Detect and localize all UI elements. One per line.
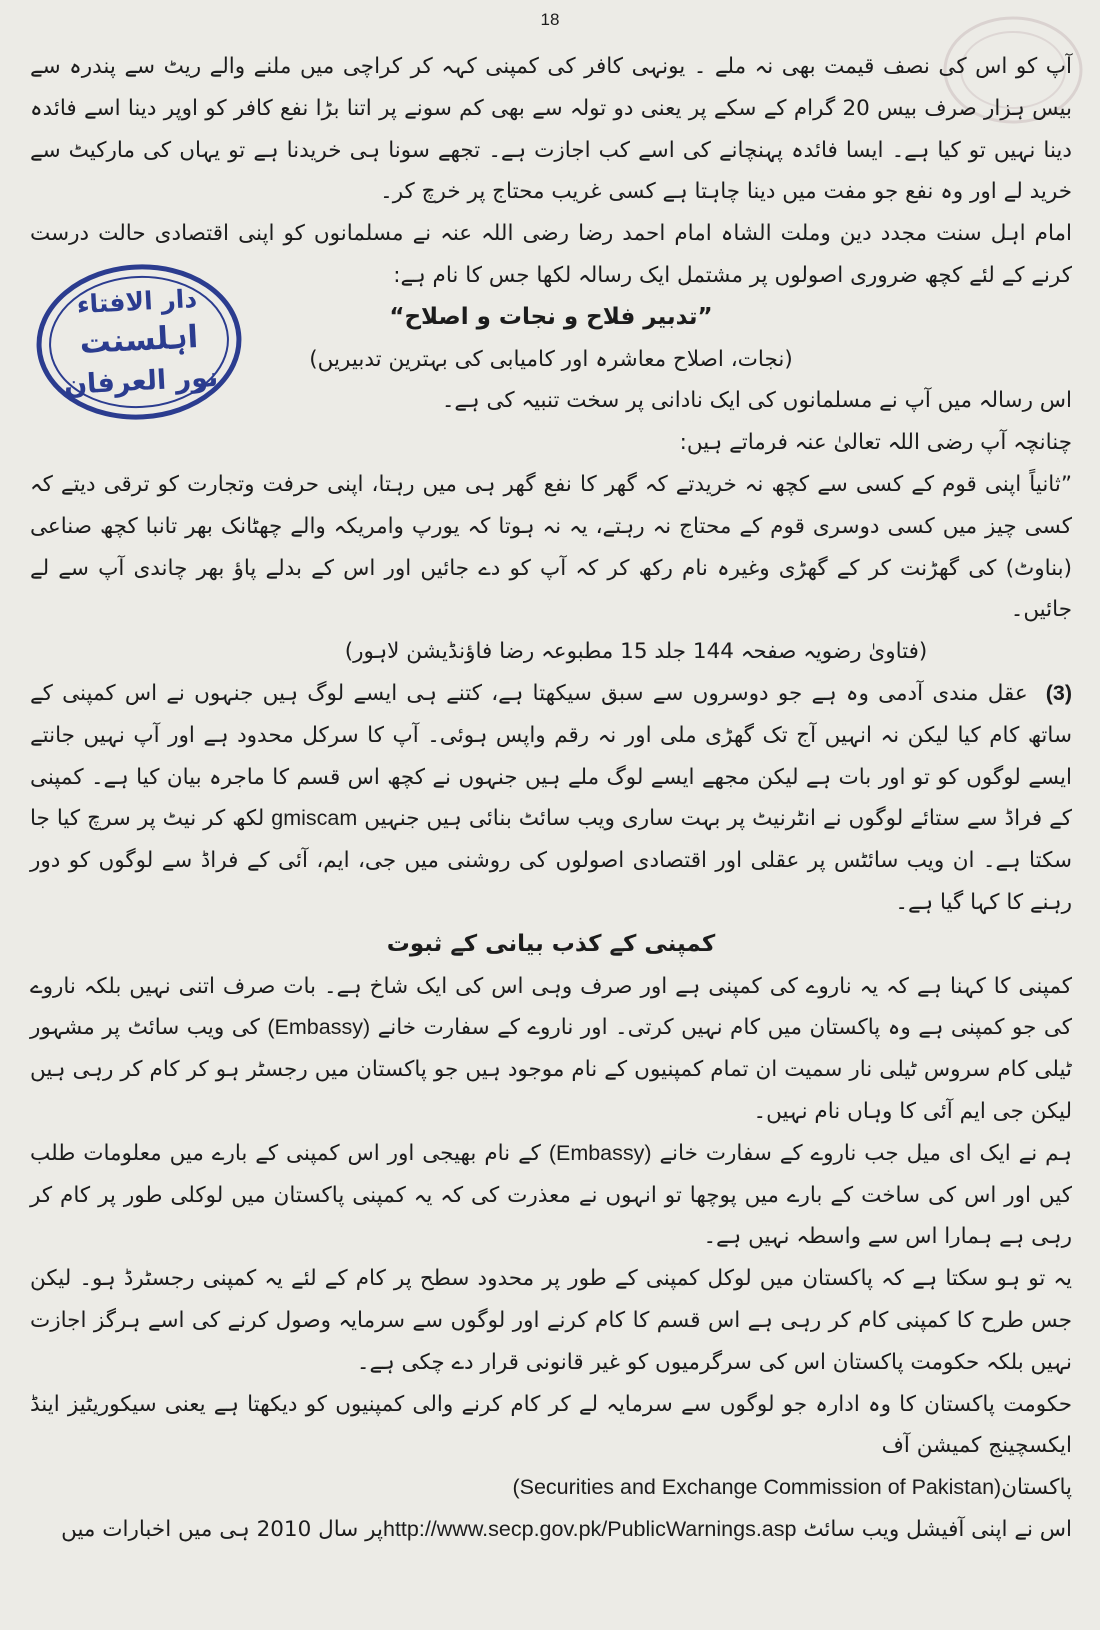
paragraph-legal-status: یہ تو ہو سکتا ہے کہ پاکستان میں لوکل کمپنی کے طور پر محدود سطح پر کام کے لئے یہ کمپنی رجسٹرڈ ہو۔ لیکن جس طرح کا کمپنی کام کر رہی ہے اس قسم کا کام کرنے اور لوگوں سے سرمایہ وصول کرنے کی اسے ہرگز اجازت نہیں بلکہ حکومت پاکستان اس کی سرگرمیوں کو غیر قانونی قرار دے چکی ہے۔ <box>30 1266 1072 1375</box>
stamp-line-3: نور العرفان <box>63 361 219 401</box>
section-heading-proof: کمپنی کے کذب بیانی کے ثبوت <box>386 930 716 957</box>
paragraph-secp-name <box>30 1467 1072 1509</box>
treatise-subtitle: (نجات، اصلاح معاشرہ اور کامیابی کی بہترین تدبیریں) <box>309 346 793 372</box>
norway-text-a: کمپنی کا کہنا ہے کہ یہ ناروے کی کمپنی ہے اور صرف وہی اس کی ایک شاخ ہے۔ بات صرف اتنی نہیں بلکہ ناروے کی جو کمپنی ہے وہ پاکستان میں کام نہیں کرتی۔ اور ناروے کے سفارت خانے <box>30 973 1072 1041</box>
gmiscam-keyword: gmiscam <box>271 806 358 831</box>
paragraph-he-says: چنانچہ آپ رضی اللہ تعالیٰ عنہ فرماتے ہیں: <box>679 430 1072 456</box>
embassy-word: (Embassy) <box>267 1015 371 1040</box>
paragraph-secp: حکومت پاکستان کا وہ ادارہ جو لوگوں سے سرمایہ لے کر کام کرنے والی کمپنیوں کو دیکھتا ہے یعنی سیکوریٹیز اینڈ ایکسچینج کمیشن آف <box>30 1391 1072 1459</box>
secp-url: http://www.secp.gov.pk/PublicWarnings.asp <box>383 1516 797 1541</box>
page-number: 18 <box>540 10 560 29</box>
paragraph-norway-company <box>30 966 1072 1133</box>
point-number: (3) <box>1045 680 1072 705</box>
treatise-title: ”تدبیر فلاح و نجات و اصلاح“ <box>389 303 713 330</box>
paragraph-gold-price: آپ کو اس کی نصف قیمت بھی نہ ملے ۔ یونہی کافر کی کمپنی کہہ کر کراچی میں ملنے والے ریٹ سے پندرہ سے بیس ہزار صرف بیس 20 گرام کے سکے پر یعنی دو تولہ سے بھی کم سونے پر اتنا بڑا نفع کافر کو اوپر دینا اسے فائدہ دینا نہیں تو کیا ہے۔ ایسا فائدہ پہنچانے کی اسے کب اجازت ہے۔ تجھے سونا ہی خریدنا ہے تو یہاں کی مارکیٹ سے خرید لے اور وہ نفع جو مفت میں دینا چاہتا ہے کسی غریب محتاج پر خرچ کر۔ <box>30 54 1072 205</box>
website-text-a: اس نے اپنی آفیشل ویب سائٹ <box>803 1516 1072 1542</box>
point-3-tail: لکھ کر نیٹ پر سرچ کیا جا سکتا ہے۔ ان ویب سائٹس پر عقلی اور اقتصادی اصولوں کی روشنی میں جی، ایم، آئی کے فراڈ سے لوگوں کو دور رہنے کا کہا گیا ہے۔ <box>30 806 1072 915</box>
quote-citation: (فتاویٰ رضویہ صفحہ 144 جلد 15 مطبوعہ رضا فاؤنڈیشن لاہور) <box>344 639 928 665</box>
website-text-b: پر سال 2010 ہی میں اخبارات میں <box>61 1516 383 1542</box>
paragraph-website <box>30 1509 1072 1551</box>
paragraph-warning: اس رسالہ میں آپ نے مسلمانوں کی ایک نادانی پر سخت تنبیہ کی ہے۔ <box>441 388 1072 414</box>
embassy-word-2: (Embassy) <box>548 1140 652 1165</box>
email-text-b: کے نام بھیجی اور اس کمپنی کے بارے میں معلومات طلب کیں اور اس کی ساخت کے بارے میں پوچھا تو انہوں نے معذرت کی کہ یہ کمپنی پاکستان میں لوکلی طور پر کام کر رہی ہے ہمارا اس سے واسطہ نہیں ہے۔ <box>30 1140 1072 1250</box>
stamp-line-1: دار الافتاء <box>75 283 198 320</box>
pakistan-word: پاکستان <box>1001 1475 1072 1501</box>
norway-text-b: کی ویب سائٹ پر مشہور ٹیلی کام سروس ٹیلی نار سمیت ان تمام کمپنیوں کے نام موجود ہیں جو پاکستان میں رجسٹر ہو کر کام کر رہی ہیں لیکن جی ایم آئی کا وہاں نام نہیں۔ <box>30 1015 1072 1124</box>
paragraph-point-3 <box>30 673 1072 924</box>
paragraph-imam-ahmad-raza: امام اہل سنت مجدد دین وملت الشاہ امام احمد رضا رضی اللہ عنہ نے مسلمانوں کو اپنی اقتصادی حالت درست کرنے کے لئے کچھ ضروری اصولوں پر مشتمل ایک رسالہ لکھا جس کا نام ہے: <box>30 221 1072 288</box>
email-text-a: ہم نے ایک ای میل جب ناروے کے سفارت خانے <box>659 1140 1072 1166</box>
body-text <box>30 46 1072 1551</box>
paragraph-quote: ”ثانیاً اپنی قوم کے کسی سے کچھ نہ خریدتے کہ گھر کا نفع گھر ہی میں رہتا، اپنی حرفت وتجارت کو ترقی دیتے کہ کسی چیز میں کسی دوسری قوم کے محتاج نہ رہتے، یہ نہ ہوتا کہ یورپ وامریکہ والے چھٹانک بھر تانبا کچھ صناعی (بناوٹ) کی گھڑنت کر کے گھڑی وغیرہ نام رکھ کر کہ آپ کو دے جائیں اور اس کے بدلے پاؤ بھر چاندی آپ سے لے جائیں۔ <box>30 471 1072 623</box>
stamp-line-2: اہلسنت <box>78 318 199 362</box>
point-3-text: عقل مندی آدمی وہ ہے جو دوسروں سے سبق سیکھتا ہے، کتنے ہی ایسے لوگ ہیں جنہوں نے اس کمپنی کے ساتھ کام کیا لیکن نہ انہیں آج تک گھڑی ملی اور نہ رقم واپس ہوئی۔ آپ کا سرکل محدود ہے اور آپ نہیں جانتے ایسے لوگوں کو تو اور بات ہے لیکن مجھے ایسے لوگ ملے ہیں جنہوں نے کچھ اس قسم کا ماجرہ بیان کیا ہے۔ کمپنی کے فراڈ سے ستائے لوگوں نے انٹرنیٹ پر بہت ساری ویب سائٹ بنائی ہیں جنہیں <box>30 680 1072 832</box>
secp-english-name: (Securities and Exchange Commission of Pakistan) <box>512 1475 1002 1500</box>
paragraph-email <box>30 1133 1072 1258</box>
